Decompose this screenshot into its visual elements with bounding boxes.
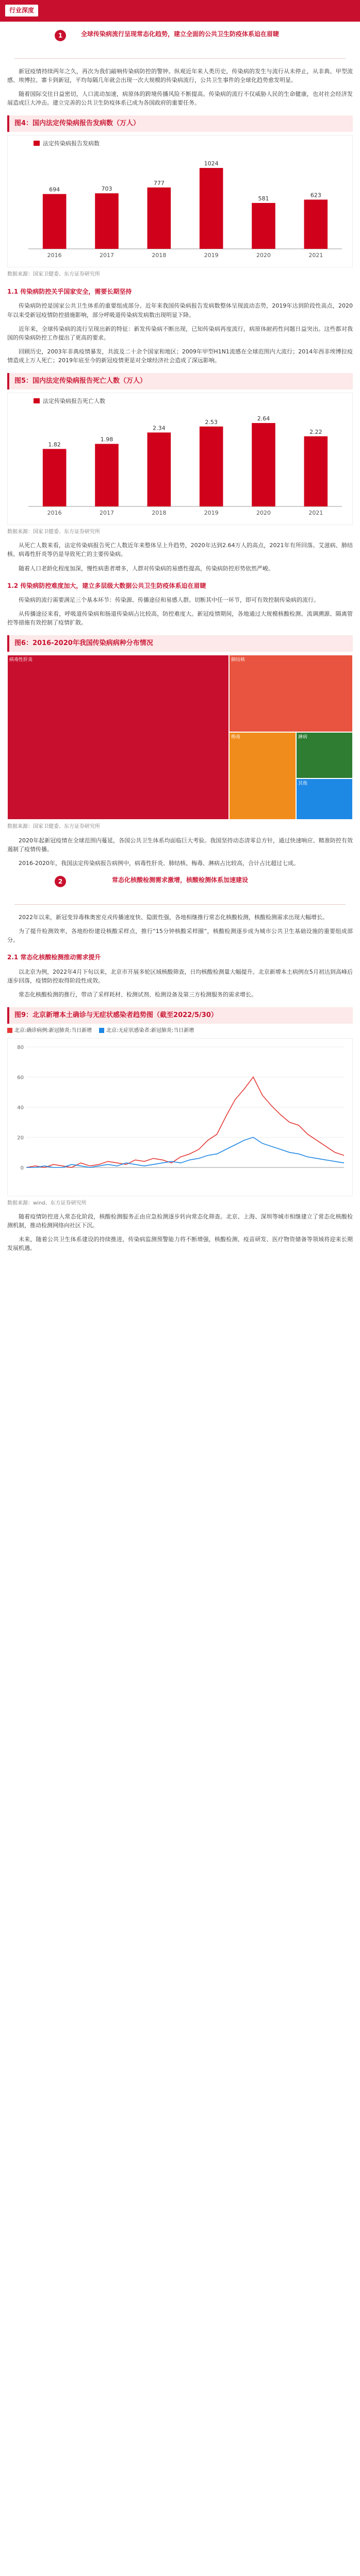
y-tick-label: 40 [17, 1105, 24, 1111]
treemap-cell [7, 655, 229, 820]
figure-5-chart [7, 393, 353, 525]
legend-swatch [99, 1028, 104, 1033]
paragraph: 以北京为例，2022年4月下旬以来，北京市开展多轮区域核酸筛查，日均核酸检测量大幅提升。北京新增本土病例在5月初达到高峰后逐步回落，疫情防控取得阶段性成效。 [7, 968, 353, 984]
article-content [0, 29, 360, 1252]
paragraph: 传染病的流行需要满足三个基本环节：传染源、传播途径和易感人群。切断其中任一环节，即可有效控制传染病的流行。 [19, 597, 319, 604]
paragraph: 回顾历史，2003年非典疫情暴发，共波及二十余个国家和地区；2009年甲型H1N1流感在全球范围内大流行；2014年西非埃博拉疫情造成上万人死亡；2019年底至今的新冠疫情更是对全球经济社会造成了深远影响。 [7, 348, 353, 364]
section-1-number: 1 [55, 30, 66, 41]
bar [43, 194, 67, 249]
y-tick-label: 80 [17, 1044, 24, 1050]
data-label: 581 [258, 195, 269, 202]
bar [95, 194, 119, 249]
section-2-title: 常态化核酸检测需求激增，核酸检测体系加速建设 [111, 876, 248, 884]
paragraph: 2020年起新冠疫情在全球范围内蔓延，各国公共卫生体系均面临巨大考验。我国坚持动态清零总方针，通过快速响应、精准防控有效遏制了疫情传播。 [7, 837, 353, 853]
tick-label: 2018 [152, 252, 167, 259]
paragraph: 从传播途径来看，呼吸道传染病和肠道传染病占比较高，防控难度大。新冠疫情期间，各地通过大规模核酸检测、流调溯源、隔离管控等措施有效控制了疫情扩散。 [7, 611, 353, 626]
figure-9-chart [7, 1038, 353, 1196]
data-label: 1.82 [48, 441, 61, 448]
section-2-number: 2 [55, 876, 66, 887]
y-tick-label: 0 [20, 1165, 24, 1171]
bar [200, 427, 223, 506]
tick-label: 2017 [100, 509, 114, 516]
paragraph: 随着疫情防控进入常态化阶段，核酸检测服务正由应急检测逐步转向常态化筛查。北京、上海、深圳等城市相继建立了常态化核酸检测机制，推动检测网络向社区下沉。 [7, 1213, 353, 1229]
treemap-cell [229, 732, 296, 820]
bar [252, 203, 275, 249]
data-label: 2.34 [153, 425, 166, 432]
data-label: 777 [153, 180, 165, 187]
paragraph: 随着人口老龄化程度加深，慢性病患者增多，人群对传染病的易感性提高，传染病防控形势依然严峻。 [19, 565, 274, 572]
treemap-label: 淋病 [298, 735, 308, 740]
treemap-cell [229, 655, 353, 732]
legend-label: 北京:无症状感染者:新冠肺炎:当日新增 [106, 1028, 194, 1034]
paragraph: 随着国际交往日益密切，人口流动加速，病原体的跨境传播风险不断提高。传染病的流行不仅威胁人民的生命健康，也对社会经济发展造成巨大冲击。建立完善的公共卫生防疫体系已成为各国政府的重要任务。 [7, 91, 353, 107]
tick-label: 2019 [204, 509, 219, 516]
y-tick-label: 20 [17, 1135, 24, 1141]
header-bar [0, 0, 360, 22]
data-label: 2.64 [257, 415, 270, 422]
legend-label: 法定传染病报告发病数 [43, 140, 100, 147]
tick-label: 2019 [204, 252, 219, 259]
legend-swatch [34, 398, 40, 403]
paragraph: 常态化核酸检测的推行，带动了采样耗材、检测试剂、检测设备及第三方检测服务的需求增长。 [19, 991, 257, 998]
paragraph: 传染病防控是国家公共卫生体系的重要组成部分。近年来我国传染病报告发病数整体呈现波动态势，2019年达到阶段性高点，2020年以来受新冠疫情防控措施影响，部分呼吸道传染病发病数出现明显下降。 [7, 302, 353, 318]
paragraph: 未来，随着公共卫生体系建设的持续推进，传染病监测预警能力将不断增强，核酸检测、疫苗研发、医疗物资储备等领域将迎来长期发展机遇。 [7, 1236, 353, 1252]
tick-label: 2020 [256, 252, 271, 259]
data-label: 2.53 [205, 418, 218, 426]
paragraph: 近年来，全球传染病的流行呈现出新的特征：新发传染病不断出现，已知传染病再度流行，病原体耐药性问题日益突出。这些都对我国的传染病防控工作提出了更高的要求。 [7, 325, 353, 341]
legend-swatch [34, 141, 40, 146]
figure-4-svg [8, 135, 352, 264]
section-1-title: 全球传染病流行呈现常态化趋势，建立全面的公共卫生防疫体系迫在眉睫 [80, 30, 279, 38]
legend-label: 北京:确诊病例:新冠肺炎:当日新增 [14, 1028, 92, 1034]
figure-9-legend [7, 1027, 353, 1035]
figure-5-title: 图5：国内法定传染病报告死亡人数（万人） [7, 373, 353, 389]
tick-label: 2020 [256, 509, 271, 516]
bar [43, 449, 67, 506]
data-label: 1.98 [100, 436, 113, 443]
data-label: 2.22 [309, 428, 322, 435]
divider [14, 904, 346, 905]
figure-9-svg [8, 1039, 352, 1193]
data-label: 694 [49, 186, 60, 193]
treemap-label: 梅毒 [231, 735, 241, 740]
tick-label: 2018 [152, 509, 167, 516]
figure-9-title: 图9：北京新增本土确诊与无症状感染者趋势图（截至2022/5/30） [7, 1007, 353, 1024]
paragraph: 2022年以来，新冠变异毒株奥密克戎传播速度快、隐匿性强，各地相继推行常态化核酸检测，核酸检测需求出现大幅增长。 [19, 914, 328, 921]
figure-4-chart [7, 135, 353, 267]
paragraph: 从死亡人数来看，法定传染病报告死亡人数近年来整体呈上升趋势，2020年达到2.64万人的高点，2021年有所回落。艾滋病、肺结核、病毒性肝炎等仍是导致死亡的主要传染病。 [7, 542, 353, 558]
tick-label: 2016 [47, 252, 62, 259]
divider [14, 58, 346, 59]
section-1-header [7, 29, 353, 62]
bar [304, 200, 328, 249]
legend-item [7, 1027, 92, 1035]
subsection-2-1-title: 2.1 常态化核酸检测推动需求提升 [7, 954, 101, 961]
bar [148, 432, 171, 506]
figure-6-title: 图6：2016-2020年我国传染病病种分布情况 [7, 635, 353, 652]
paragraph: 2016-2020年，我国法定传染病报告病例中，病毒性肝炎、肺结核、梅毒、淋病占比较高，合计占比超过七成。 [19, 860, 299, 867]
bar [252, 423, 275, 506]
tick-label: 2021 [308, 509, 323, 516]
paragraph: 新冠疫情持续两年之久，再次为我们敲响传染病防控的警钟。纵观近年来人类历史，传染病的发生与流行从未停止，从非典、甲型流感、埃博拉、寨卡到新冠，平均每隔几年就会出现一次大规模的传染病流行，公共卫生事件的全球化趋势愈发明显。 [7, 68, 353, 84]
bar [200, 168, 223, 249]
tick-label: 2021 [308, 252, 323, 259]
treemap-cell [296, 778, 353, 820]
tick-label: 2016 [47, 509, 62, 516]
figure-4-source: 数据来源：国家卫健委、东方证券研究所 [7, 272, 100, 278]
figure-9-source: 数据来源：wind、东方证券研究所 [7, 1200, 87, 1206]
data-label: 703 [101, 185, 112, 193]
section-2-header [7, 875, 353, 908]
figure-6-source: 数据来源：国家卫健委、东方证券研究所 [7, 824, 100, 830]
subsection-1-2-title: 1.2 传染病防控难度加大，建立多层级大数据公共卫生防疫体系迫在眉睫 [7, 582, 206, 589]
subsection-1-1-title: 1.1 传染病防控关乎国家安全，需要长期坚持 [7, 287, 132, 295]
legend-label: 法定传染病报告死亡人数 [43, 397, 105, 404]
bar [304, 436, 328, 506]
treemap-label: 病毒性肝炎 [9, 657, 33, 663]
figure-4-title: 图4：国内法定传染病报告发病数（万人） [7, 115, 353, 132]
tick-label: 2017 [100, 252, 114, 259]
figure-6-treemap [7, 655, 353, 820]
treemap-cell [296, 732, 353, 778]
y-tick-label: 60 [17, 1075, 24, 1081]
bar [95, 444, 119, 506]
bar [148, 188, 171, 249]
treemap-label: 肺结核 [231, 657, 246, 663]
data-label: 1024 [204, 160, 219, 167]
series-line [26, 1137, 344, 1167]
legend-item [99, 1027, 194, 1035]
figure-5-source: 数据来源：国家卫健委、东方证券研究所 [7, 529, 100, 535]
figure-5-svg [8, 393, 352, 522]
data-label: 623 [310, 192, 321, 199]
legend-swatch [7, 1028, 12, 1033]
paragraph: 为了提升检测效率，各地纷纷建设核酸采样点，推行“15分钟核酸采样圈”，核酸检测逐步成为城市公共卫生基础设施的重要组成部分。 [7, 928, 353, 944]
treemap-label: 其他 [298, 781, 308, 787]
header-tag: 行业深度 [5, 5, 38, 16]
